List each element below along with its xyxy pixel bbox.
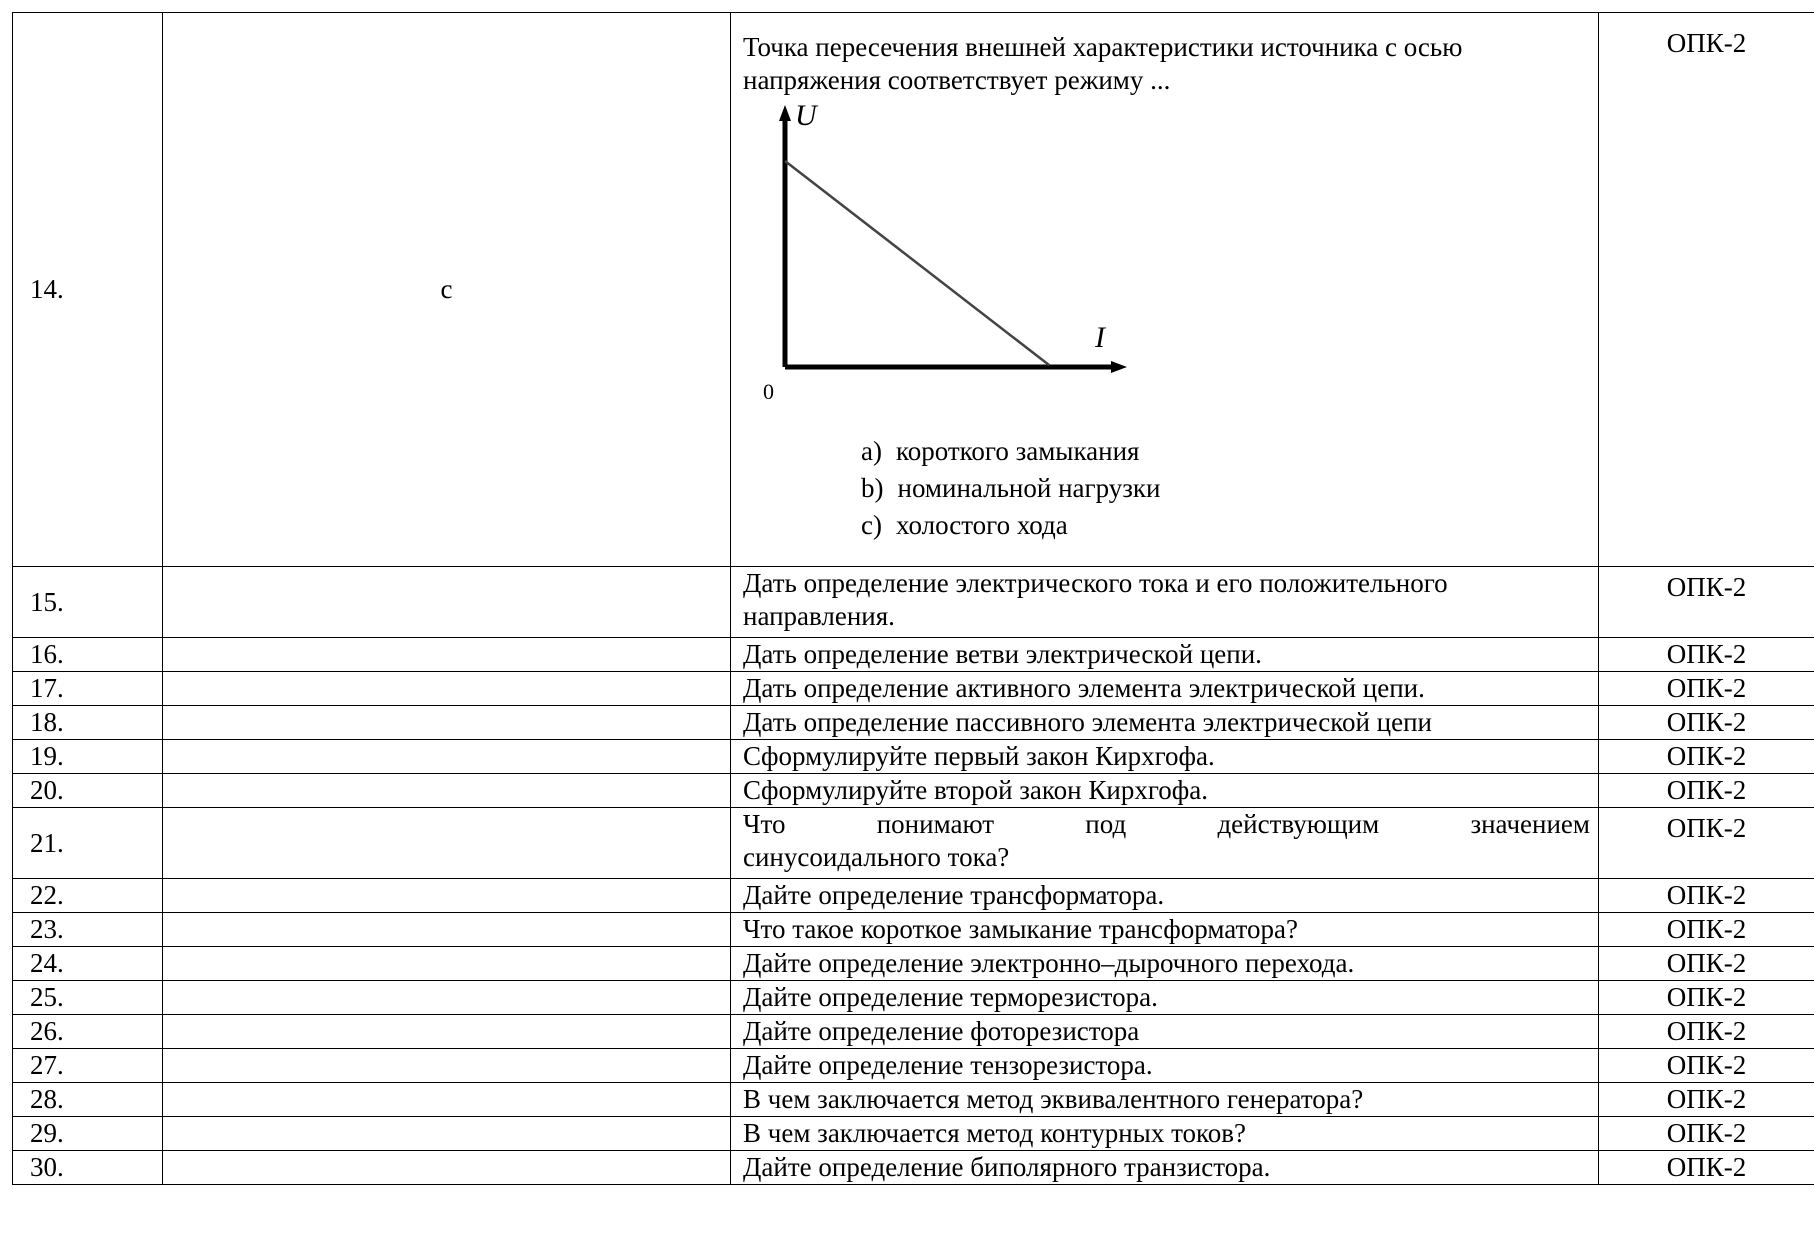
question-cell: В чем заключается метод эквивалентного генератора? (731, 1083, 1599, 1117)
question-line (743, 808, 1590, 841)
competence-code: ОПК-2 (1599, 638, 1814, 672)
table-row (13, 1117, 1814, 1151)
answer-cell (163, 567, 731, 638)
competence-code: ОПК-2 (1666, 28, 1747, 58)
answer-cell (163, 1151, 731, 1185)
table-row (13, 981, 1814, 1015)
question-cell (731, 13, 1599, 567)
question-word: значением (1470, 809, 1590, 839)
table-row (13, 808, 1814, 879)
answer-cell (163, 706, 731, 740)
competence-code: ОПК-2 (1599, 1117, 1814, 1151)
answer-option (861, 507, 1590, 544)
row-number: 26. (13, 1015, 163, 1049)
external-characteristic-line (785, 161, 1049, 365)
row-number: 19. (13, 740, 163, 774)
u-axis-arrow (779, 105, 791, 121)
question-cell: Дать определение ветви электрической цепи. (731, 638, 1599, 672)
table-row (13, 567, 1814, 638)
competence-code: ОПК-2 (1599, 947, 1814, 981)
row-number: 22. (13, 879, 163, 913)
i-axis-arrow (1111, 361, 1127, 373)
table-row (13, 947, 1814, 981)
question-cell: Дайте определение терморезистора. (731, 981, 1599, 1015)
row-number: 21. (13, 808, 163, 879)
voltage-current-graph (741, 99, 1161, 429)
option-text: короткого замыкания (895, 436, 1140, 466)
table-row (13, 706, 1814, 740)
question-cell: Дайте определение электронно–дырочного перехода. (731, 947, 1599, 981)
option-letter: c) (861, 510, 882, 540)
row-number: 25. (13, 981, 163, 1015)
answer-cell (163, 1015, 731, 1049)
row-number: 16. (13, 638, 163, 672)
answer-option (861, 433, 1590, 470)
table-row (13, 638, 1814, 672)
question-cell: Дать определение электрического тока и его положительного направления. (731, 567, 1599, 638)
answer-cell (163, 947, 731, 981)
row-number: 14. (13, 13, 163, 567)
competence-code: ОПК-2 (1599, 706, 1814, 740)
answer-cell (163, 1117, 731, 1151)
row-number: 20. (13, 774, 163, 808)
question-cell: В чем заключается метод контурных токов? (731, 1117, 1599, 1151)
row-number: 15. (13, 567, 163, 638)
competence-code: ОПК-2 (1599, 740, 1814, 774)
table-row (13, 1015, 1814, 1049)
table-row (13, 879, 1814, 913)
row-number: 17. (13, 672, 163, 706)
answer-cell (163, 672, 731, 706)
row-number: 28. (13, 1083, 163, 1117)
competence-code: ОПК-2 (1599, 774, 1814, 808)
question-cell: Сформулируйте второй закон Кирхгофа. (731, 774, 1599, 808)
answer-cell (163, 981, 731, 1015)
option-text: холостого хода (895, 510, 1068, 540)
question-word: действующим (1217, 809, 1380, 839)
row-number: 18. (13, 706, 163, 740)
table-row (13, 1049, 1814, 1083)
question-cell: Что такое короткое замыкание трансформатора? (731, 913, 1599, 947)
competence-code: ОПК-2 (1599, 913, 1814, 947)
question-cell (731, 808, 1599, 879)
answer-cell (163, 808, 731, 879)
question-cell: Сформулируйте первый закон Кирхгофа. (731, 740, 1599, 774)
question-cell: Дайте определение фоторезистора (731, 1015, 1599, 1049)
table-row (13, 1151, 1814, 1185)
row-number: 23. (13, 913, 163, 947)
question-word: понимают (876, 809, 995, 839)
table-row (13, 1083, 1814, 1117)
u-axis-label: U (795, 99, 817, 132)
i-axis-label: I (1095, 321, 1105, 354)
answer-cell (163, 774, 731, 808)
row-number: 27. (13, 1049, 163, 1083)
correct-answer: c (163, 13, 731, 567)
table-row (13, 913, 1814, 947)
answer-cell (163, 879, 731, 913)
table-row (13, 774, 1814, 808)
question-cell: Дайте определение биполярного транзистора. (731, 1151, 1599, 1185)
question-cell: Дать определение пассивного элемента электрической цепи (731, 706, 1599, 740)
question-line: синусоидального тока? (743, 842, 1010, 872)
answer-cell (163, 913, 731, 947)
question-cell: Дайте определение тензорезистора. (731, 1049, 1599, 1083)
competence-code: ОПК-2 (1599, 1083, 1814, 1117)
answer-option (861, 470, 1590, 507)
option-text: номинальной нагрузки (897, 473, 1161, 503)
question-cell: Дайте определение трансформатора. (731, 879, 1599, 913)
option-letter: a) (861, 436, 882, 466)
question-word: Что (743, 809, 786, 839)
question-text: Точка пересечения внешней характеристики источника с осью напряжения соответствует режиму ... (743, 32, 1463, 95)
table-row (13, 672, 1814, 706)
answer-cell (163, 1083, 731, 1117)
competence-code: ОПК-2 (1599, 981, 1814, 1015)
answer-cell (163, 1049, 731, 1083)
origin-label: 0 (763, 379, 774, 404)
competence-code: ОПК-2 (1599, 808, 1814, 879)
question-cell: Дать определение активного элемента электрической цепи. (731, 672, 1599, 706)
option-letter: b) (861, 473, 884, 503)
table-row (13, 740, 1814, 774)
competence-cell (1599, 13, 1814, 567)
row-number: 24. (13, 947, 163, 981)
competence-code: ОПК-2 (1599, 1151, 1814, 1185)
competence-code: ОПК-2 (1599, 1015, 1814, 1049)
answer-options (861, 433, 1590, 544)
answer-cell (163, 740, 731, 774)
answer-cell (163, 638, 731, 672)
questions-table (12, 12, 1814, 1185)
row-number: 29. (13, 1117, 163, 1151)
competence-code: ОПК-2 (1599, 567, 1814, 638)
table-row (13, 13, 1814, 567)
question-word: под (1085, 809, 1127, 839)
competence-code: ОПК-2 (1599, 1049, 1814, 1083)
competence-code: ОПК-2 (1599, 879, 1814, 913)
row-number: 30. (13, 1151, 163, 1185)
competence-code: ОПК-2 (1599, 672, 1814, 706)
